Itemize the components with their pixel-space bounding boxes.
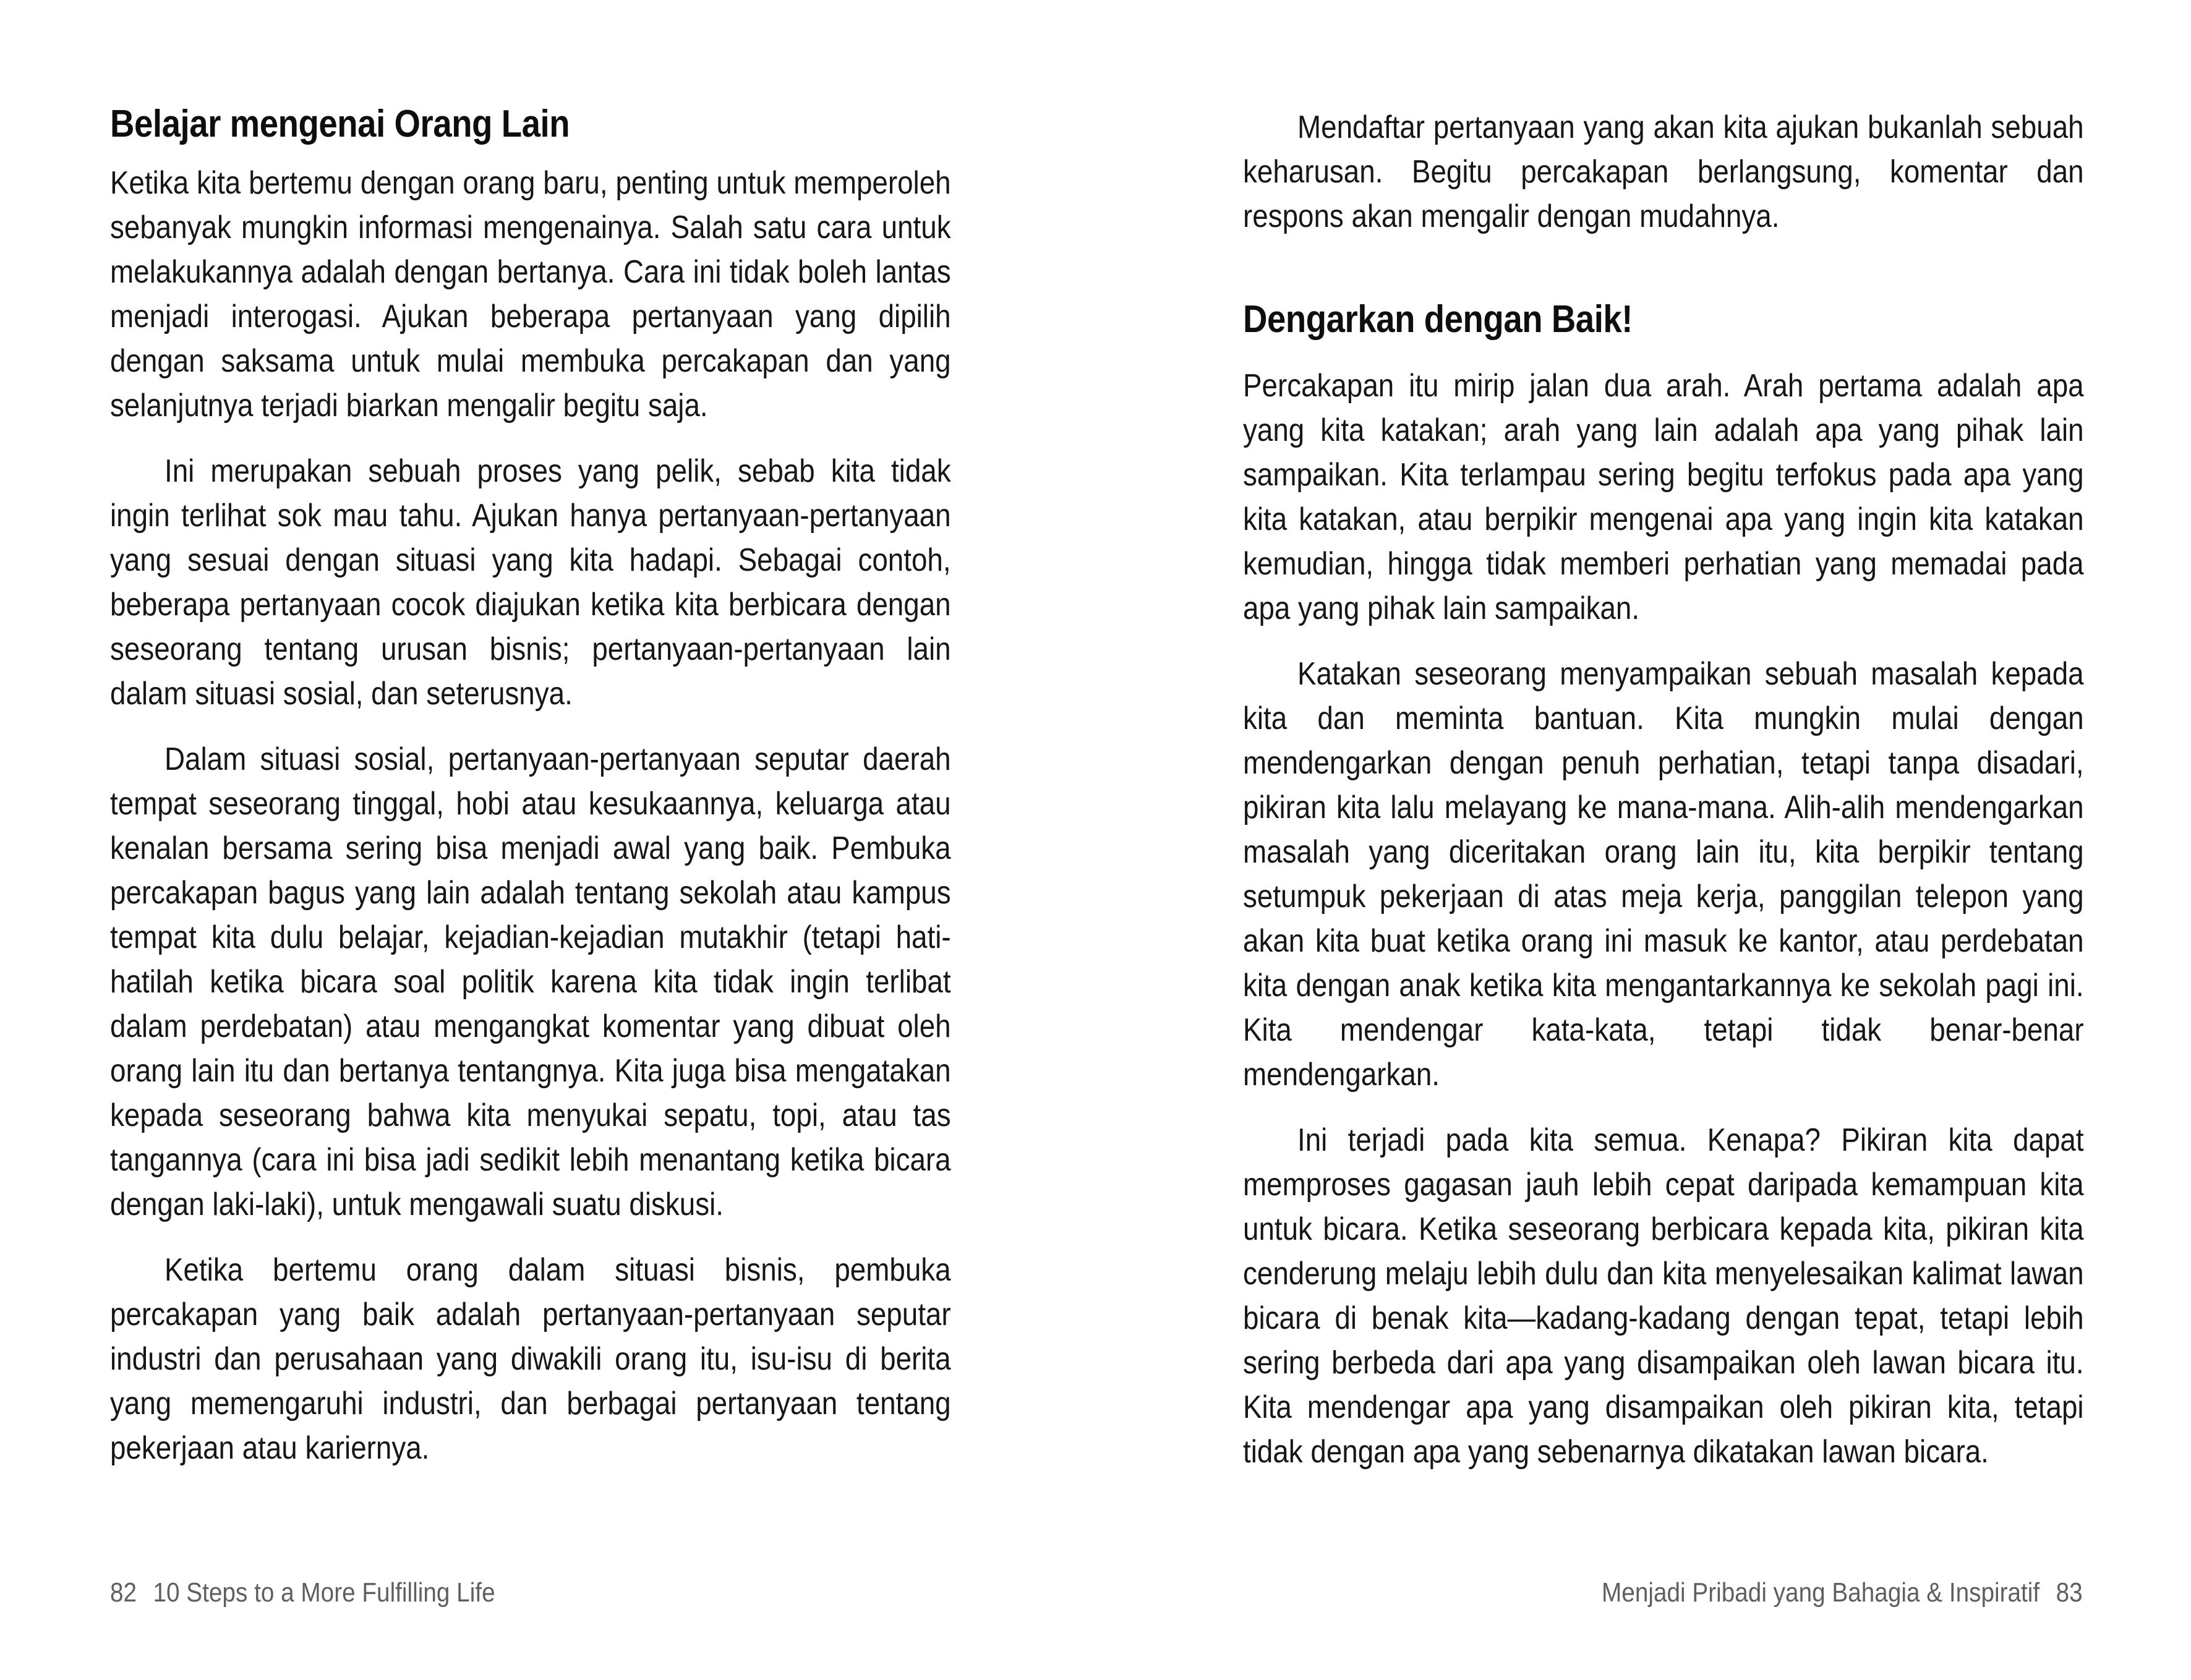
right-page-number: 83 bbox=[2056, 1577, 2083, 1608]
paragraph: Ini merupakan sebuah proses yang pelik, sebab kita tidak ingin terlihat sok mau tahu. Ajukan hanya pertanyaan-pertanyaan yang sesuai dengan situasi yang kita hadapi. Sebagai contoh, beberapa pertanyaan cocok diajukan ketika kita berbicara dengan seseorang tentang urusan bisnis; pertanyaan-pertanyaan lain dalam situasi sosial, dan seterusnya. bbox=[110, 453, 951, 712]
left-page-footer bbox=[110, 1577, 495, 1609]
right-page-heading: Dengarkan dengan Baik! bbox=[1243, 298, 1633, 341]
paragraph: Katakan seseorang menyampaikan sebuah masalah kepada kita dan meminta bantuan. Kita mungkin mulai dengan mendengarkan dengan penuh perhatian, tetapi tanpa disadari, pikiran kita lalu melayang ke mana-mana. Alih-alih mendengarkan masalah yang diceritakan orang lain itu, kita berpikir tentang setumpuk pekerjaan di atas meja kerja, panggilan telepon yang akan kita buat ketika orang ini masuk ke kantor, atau perdebatan kita dengan anak ketika kita mengantarkannya ke sekolah pagi ini. Kita mendengar kata-kata, tetapi tidak benar-benar mendengarkan. bbox=[1243, 656, 2084, 1093]
left-page-number: 82 bbox=[110, 1577, 137, 1608]
paragraph: Ini terjadi pada kita semua. Kenapa? Pikiran kita dapat memproses gagasan jauh lebih cepat daripada kemampuan kita untuk bicara. Ketika seseorang berbicara kepada kita, pikiran kita cenderung melaju lebih dulu dan kita menyelesaikan kalimat lawan bicara di benak kita—kadang-kadang dengan tepat, tetapi lebih sering berbeda dari apa yang disampaikan oleh lawan bicara itu. Kita mendengar apa yang disampaikan oleh pikiran kita, tetapi tidak dengan apa yang sebenarnya dikatakan lawan bicara. bbox=[1243, 1122, 2084, 1470]
paragraph: Dalam situasi sosial, pertanyaan-pertanyaan seputar daerah tempat seseorang tinggal, hobi atau kesukaannya, keluarga atau kenalan bersama sering bisa menjadi awal yang baik. Pembuka percakapan bagus yang lain adalah tentang sekolah atau kampus tempat kita dulu belajar, kejadian-kejadian mutakhir (tetapi hati-hatilah ketika bicara soal politik karena kita tidak ingin terlibat dalam perdebatan) atau mengangkat komentar yang dibuat oleh orang lain itu dan bertanya tentangnya. Kita juga bisa mengatakan kepada seseorang bahwa kita menyukai sepatu, topi, atau tas tangannya (cara ini bisa jadi sedikit lebih menantang ketika bicara dengan laki-laki), untuk mengawali suatu diskusi. bbox=[110, 741, 951, 1222]
right-page bbox=[1243, 105, 2084, 1474]
left-running-title: 10 Steps to a More Fulfilling Life bbox=[153, 1577, 495, 1608]
paragraph: Percakapan itu mirip jalan dua arah. Arah pertama adalah apa yang kita katakan; arah yang lain adalah apa yang pihak lain sampaikan. Kita terlampau sering begitu terfokus pada apa yang kita katakan, atau berpikir mengenai apa yang ingin kita katakan kemudian, hingga tidak memberi perhatian yang memadai pada apa yang pihak lain sampaikan. bbox=[1243, 368, 2084, 626]
paragraph: Ketika bertemu orang dalam situasi bisnis, pembuka percakapan yang baik adalah pertanyaan-pertanyaan seputar industri dan perusahaan yang diwakili orang itu, isu-isu di berita yang memengaruhi industri, dan berbagai pertanyaan tentang pekerjaan atau kariernya. bbox=[110, 1252, 951, 1466]
left-page bbox=[110, 105, 951, 1470]
right-running-title: Menjadi Pribadi yang Bahagia & Inspiratif bbox=[1602, 1577, 2040, 1608]
left-page-heading: Belajar mengenai Orang Lain bbox=[110, 103, 570, 145]
paragraph: Ketika kita bertemu dengan orang baru, penting untuk memperoleh sebanyak mungkin informasi mengenainya. Salah satu cara untuk melakukannya adalah dengan bertanya. Cara ini tidak boleh lantas menjadi interogasi. Ajukan beberapa pertanyaan yang dipilih dengan saksama untuk mulai membuka percakapan dan yang selanjutnya terjadi biarkan mengalir begitu saja. bbox=[110, 165, 951, 424]
right-page-footer bbox=[1602, 1577, 2083, 1609]
paragraph: Mendaftar pertanyaan yang akan kita ajukan bukanlah sebuah keharusan. Begitu percakapan berlangsung, komentar dan respons akan mengalir dengan mudahnya. bbox=[1243, 109, 2084, 234]
